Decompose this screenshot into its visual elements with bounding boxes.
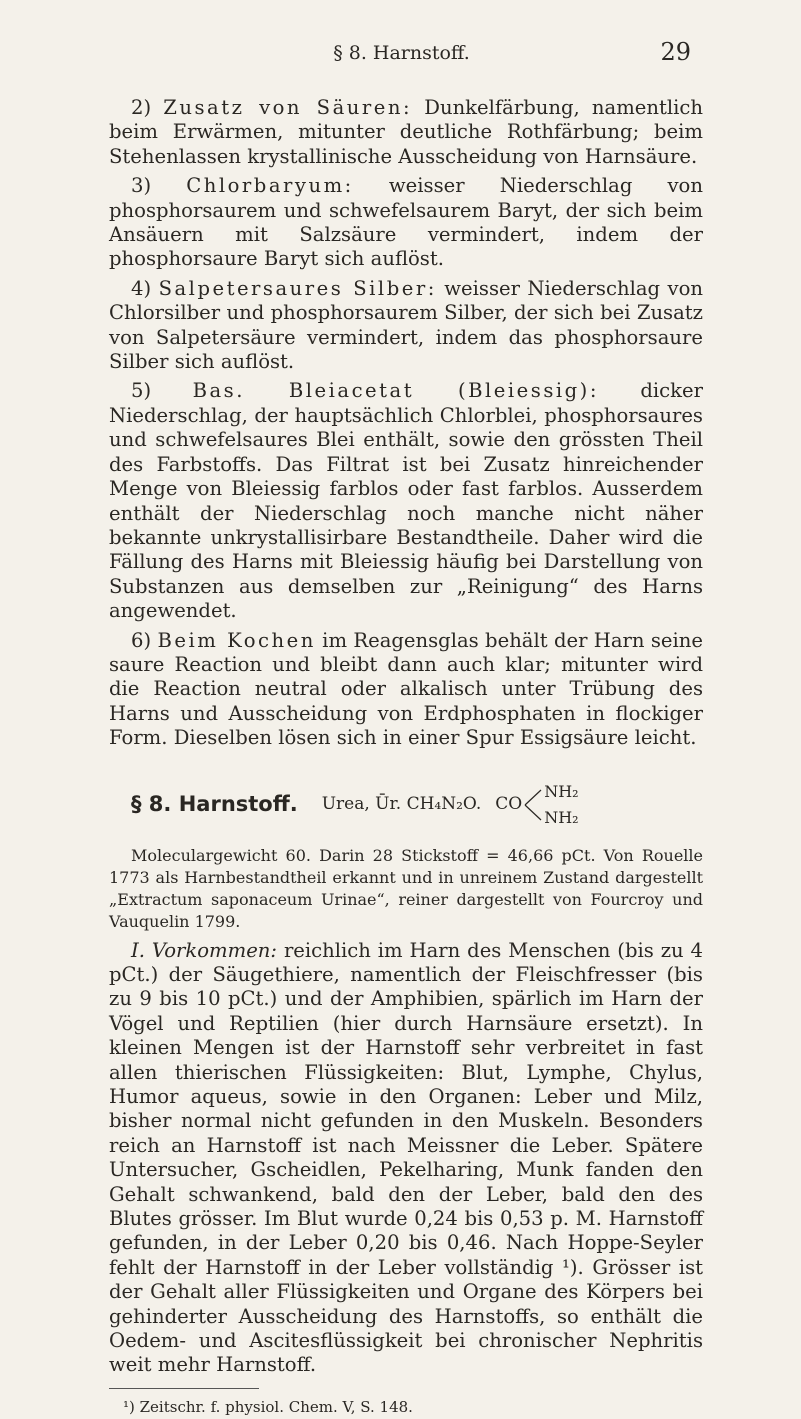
section-title: § 8. Harnstoff. (131, 792, 298, 817)
page-header (112, 38, 691, 68)
item-4: 4) Salpetersaures Silber: weisser Niederschlag von Chlorsilber und phosphorsaurem Silber, der sich bei Zusatz von Salpetersäure vermindert, indem das phosphorsaure Silber sich auflöst. (109, 276, 703, 374)
structural-formula (495, 779, 578, 831)
footnote: ¹) Zeitschr. f. physiol. Chem. V, S. 148. (123, 1397, 413, 1416)
occurrence-paragraph: I. Vorkommen: reichlich im Harn des Menschen (bis zu 4 pCt.) der Säugethiere, namentlich der Fleischfresser (bis zu 9 bis 10 pCt.) und der Amphibien, spärlich im Harn der Vögel und Reptilien (hier durch Harnsäure ersetzt). In kleinen Mengen ist der Harnstoff sehr verbreitet in fast allen thierischen Flüssigkeiten: Blut, Lymphe, Chylus, Humor aqueus, sowie in den Organen: Leber und Milz, bisher normal nicht gefunden in den Muskeln. Besonders reich an Harnstoff ist nach Meissner die Leber. Spätere Untersucher, Gscheidlen, Pekelharing, Munk fanden den Gehalt schwankend, bald den der Leber, bald den des Blutes grösser. Im Blut wurde 0,24 bis 0,53 p. M. Harnstoff gefunden, in der Leber 0,20 bis 0,46. Nach Hoppe-Seyler fehlt der Harnstoff in der Leber vollständig ¹). Grösser ist der Gehalt aller Flüssigkeiten und Organe des Körpers bei gehinderter Ausscheidung des Harnstoffs, so enthält die Oedem- und Ascitesflüssigkeit bei chronischer Nephritis weit mehr Harnstoff. (109, 938, 704, 1377)
page-body (109, 96, 703, 1419)
page-number: 29 (660, 38, 691, 66)
item-2: 2) Zusatz von Säuren: Dunkelfärbung, namentlich beim Erwärmen, mitunter deutliche Rothfärbung; beim Stehenlassen krystallinische Ausscheidung von Harnsäure. (109, 96, 703, 168)
running-title: § 8. Harnstoff. (333, 42, 470, 64)
item-3: 3) Chlorbaryum: weisser Niederschlag von phosphorsaurem und schwefelsaurem Baryt, der sich beim Ansäuern mit Salzsäure vermindert, indem der phosphorsaure Baryt sich auflöst. (109, 174, 703, 271)
item-6: 6) Beim Kochen im Reagensglas behält der Harn seine saure Reaction und bleibt dann auch klar; mitunter wird die Reaction neutral oder alkalisch unter Trübung des Harns und Ausscheidung von Erdphosphaten in flockiger Form. Dieselben lösen sich in einer Spur Essigsäure leicht. (109, 628, 703, 750)
occurrence-label: I. Vorkommen: (131, 938, 278, 962)
item-5: 5) Bas. Bleiacetat (Bleiessig): dicker Niederschlag, der hauptsächlich Chlorblei, phosphorsaures und schwefelsaures Blei enthält, sowie den grössten Theil des Farbstoffs. Das Filtrat ist bei Zusatz hinreichender Menge von Bleiessig farblos oder fast farblos. Ausserdem enthält der Niederschlag noch manche nicht näher bekannte unkrystallisirbare Bestandtheile. Daher wird die Fällung des Harns mit Bleiessig häufig bei Darstellung von Substanzen aus demselben zur „Reinigung“ des Harns angewendet. (109, 379, 703, 623)
nh2-top: NH₂ (544, 781, 579, 801)
section-formula: Urea, Ūr. CH₄N₂O. (321, 794, 482, 815)
item-term: Beim Kochen (157, 628, 316, 652)
footnote-rule (109, 1388, 259, 1389)
section-intro: Moleculargewicht 60. Darin 28 Stickstoff = 46,66 pCt. Von Rouelle 1773 als Harnbestandtheil erkannt und in unreinem Zustand dargestellt „Extractum saponaceum Urinae“, reiner dargestellt von Fourcroy und Vauquelin 1799. (109, 845, 703, 931)
item-term: Chlorbaryum: (186, 174, 354, 198)
section-heading (109, 775, 703, 835)
nh2-bottom: NH₂ (544, 807, 579, 827)
item-term: Zusatz von Säuren: (163, 96, 413, 119)
co-label: CO (495, 794, 523, 815)
bond-lines-icon (524, 785, 542, 825)
item-term: Salpetersaures Silber: (158, 276, 437, 300)
item-term: Bas. Bleiacetat (Bleiessig): (192, 379, 599, 403)
